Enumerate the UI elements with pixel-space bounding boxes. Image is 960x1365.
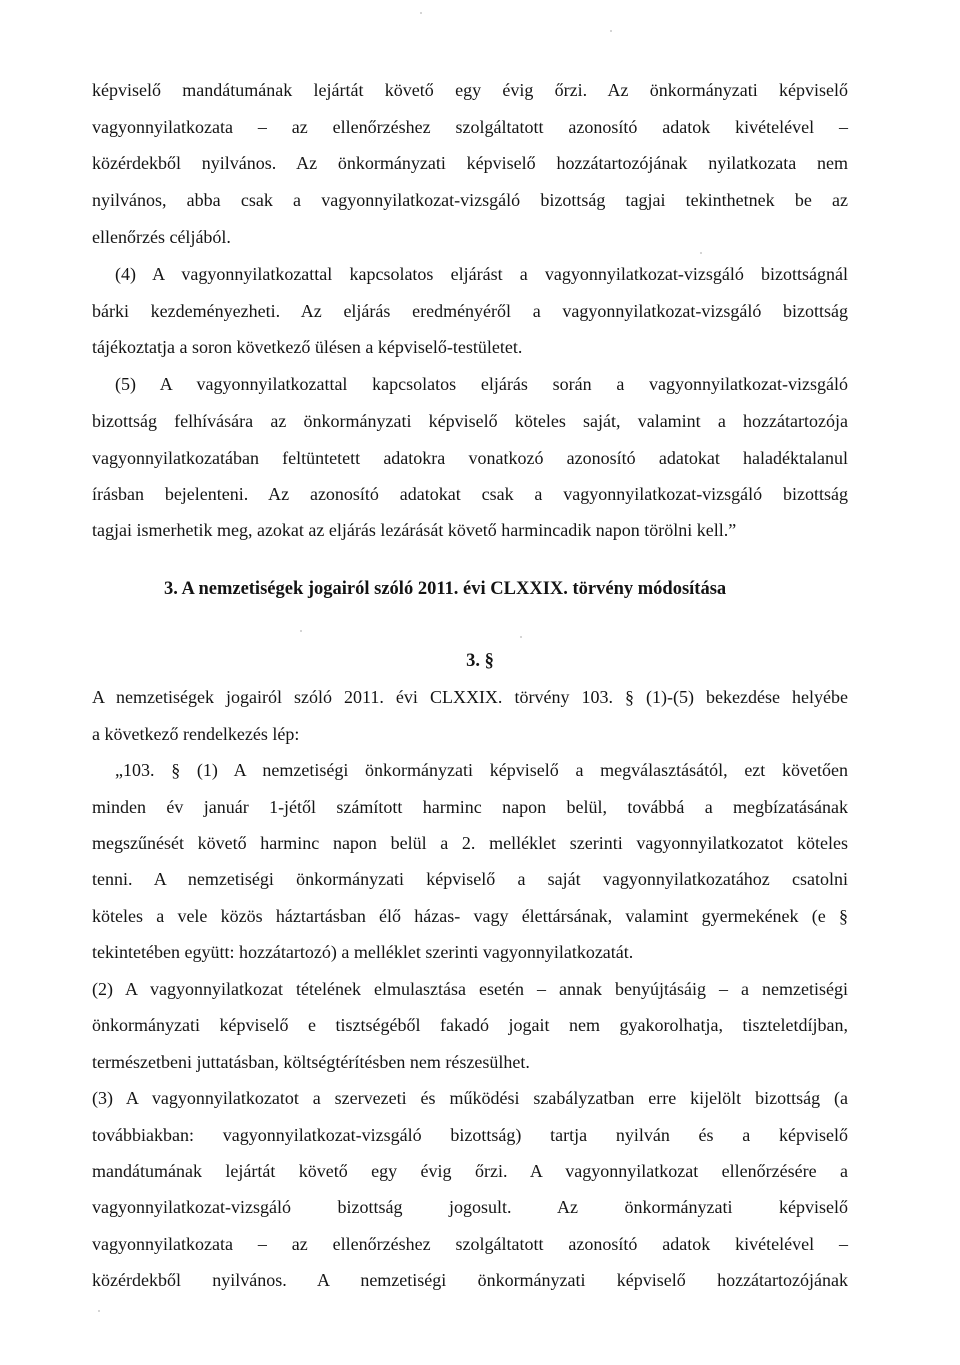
text-line: továbbiakban: vagyonnyilatkozat-vizsgáló bizottság) tartja nyilván és a képviselő bbox=[92, 1125, 848, 1145]
text-line: a következő rendelkezés lép: bbox=[92, 724, 300, 744]
text-line: (2) A vagyonnyilatkozat tételének elmulasztása esetén – annak benyújtásáig – a nemzetiségi bbox=[92, 979, 848, 999]
text-line: ellenőrzés céljából. bbox=[92, 227, 231, 247]
text-line: vagyonnyilatkozata – az ellenőrzéshez szolgáltatott azonosító adatok kivételével – bbox=[92, 117, 848, 137]
text-line: tagjai ismerhetik meg, azokat az eljárás lezárását követő harmincadik napon törölni kell.” bbox=[92, 520, 737, 540]
text-line: nyilvános, abba csak a vagyonnyilatkozat-vizsgáló bizottság tagjai tekinthetnek be az bbox=[92, 190, 848, 210]
text-line: minden év január 1-jétől számított harminc napon belül, továbbá a megbízatásának bbox=[92, 797, 848, 817]
scan-speck bbox=[610, 30, 612, 32]
text-line: közérdekből nyilvános. A nemzetiségi önkormányzati képviselő hozzátartozójának bbox=[92, 1270, 848, 1290]
text-line: írásban bejelenteni. Az azonosító adatokat csak a vagyonnyilatkozat-vizsgáló bizottság bbox=[92, 484, 848, 504]
text-line: önkormányzati képviselő e tisztségéből fakadó jogait nem gyakorolhatja, tiszteletdíjban, bbox=[92, 1015, 848, 1035]
text-line: köteles a vele közös háztartásban élő házas- vagy élettársának, valamint gyermekének (e § bbox=[92, 906, 848, 926]
section-heading: 3. A nemzetiségek jogairól szóló 2011. évi CLXXIX. törvény módosítása bbox=[164, 579, 727, 599]
text-line: vagyonnyilatkozatában feltüntetett adatokra vonatkozó azonosító adatokat haladéktalanul bbox=[92, 448, 848, 468]
scan-speck bbox=[520, 636, 522, 638]
text-line: mandátumának lejártát követő egy évig őrzi. A vagyonnyilatkozat ellenőrzésére a bbox=[92, 1161, 848, 1181]
text-line: megszűnését követő harminc napon belül a 2. melléklet szerinti vagyonnyilatkozatot köteles bbox=[92, 833, 848, 853]
text-line: képviselő mandátumának lejártát követő egy évig őrzi. Az önkormányzati képviselő bbox=[92, 80, 848, 100]
paragraph-sign: 3. § bbox=[466, 651, 494, 671]
text-line: vagyonnyilatkozat-vizsgáló bizottság jogosult. Az önkormányzati képviselő bbox=[92, 1197, 848, 1217]
text-line: közérdekből nyilvános. Az önkormányzati képviselő hozzátartozójának nyilatkozata nem bbox=[92, 153, 848, 173]
text-line: természetbeni juttatásban, költségtérítésben nem részesülhet. bbox=[92, 1052, 530, 1072]
text-line: bizottság felhívására az önkormányzati képviselő köteles saját, valamint a hozzátartozója bbox=[92, 411, 848, 431]
scan-speck bbox=[300, 630, 302, 632]
text-line: tájékoztatja a soron következő ülésen a képviselő-testületet. bbox=[92, 337, 523, 357]
text-line: bárki kezdeményezheti. Az eljárás eredményéről a vagyonnyilatkozat-vizsgáló bizottság bbox=[92, 301, 848, 321]
scan-speck bbox=[98, 1310, 100, 1312]
scan-speck bbox=[700, 252, 702, 254]
text-line: (4) A vagyonnyilatkozattal kapcsolatos eljárást a vagyonnyilatkozat-vizsgáló bizottságnál bbox=[115, 264, 848, 284]
text-line: vagyonnyilatkozata – az ellenőrzéshez szolgáltatott azonosító adatok kivételével – bbox=[92, 1234, 848, 1254]
text-line: (5) A vagyonnyilatkozattal kapcsolatos eljárás során a vagyonnyilatkozat-vizsgáló bbox=[115, 374, 848, 394]
text-line: „103. § (1) A nemzetiségi önkormányzati képviselő a megválasztásától, ezt követően bbox=[115, 760, 848, 780]
text-line: A nemzetiségek jogairól szóló 2011. évi CLXXIX. törvény 103. § (1)-(5) bekezdése helyébe bbox=[92, 687, 848, 707]
scan-speck bbox=[420, 12, 422, 14]
text-line: tenni. A nemzetiségi önkormányzati képviselő a saját vagyonnyilatkozatához csatolni bbox=[92, 869, 848, 889]
text-line: (3) A vagyonnyilatkozatot a szervezeti és működési szabályzatban erre kijelölt bizottság (a bbox=[92, 1088, 848, 1108]
text-line: tekintetében együtt: hozzátartozó) a melléklet szerinti vagyonnyilatkozatát. bbox=[92, 942, 634, 962]
